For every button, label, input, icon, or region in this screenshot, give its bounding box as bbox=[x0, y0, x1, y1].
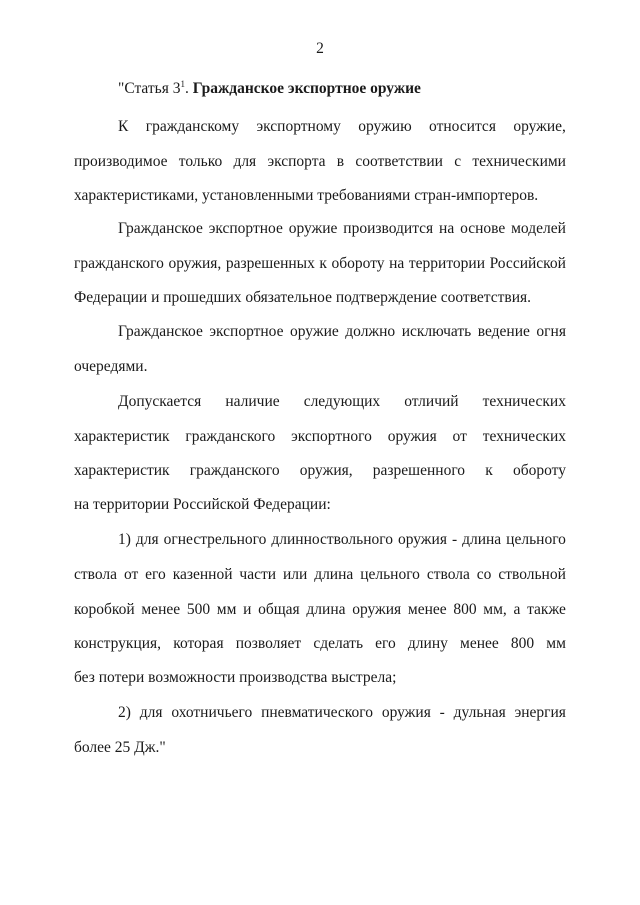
line bbox=[74, 601, 566, 619]
word: оружие bbox=[288, 220, 338, 237]
word: производимое bbox=[74, 153, 168, 170]
word: мм, bbox=[483, 601, 507, 618]
word: гражданского bbox=[185, 428, 276, 445]
word: ствола bbox=[426, 566, 470, 583]
word: на bbox=[439, 220, 455, 237]
word: с bbox=[454, 153, 462, 170]
word: охотничьего bbox=[171, 704, 253, 721]
line: без потери возможности производства выстрела; bbox=[74, 669, 397, 686]
word: обороту bbox=[331, 255, 385, 272]
word: экспорта bbox=[267, 153, 326, 170]
word: позволяет bbox=[235, 635, 302, 652]
word: гражданского bbox=[74, 255, 164, 272]
word: гражданскому bbox=[145, 118, 240, 135]
word: следующих bbox=[303, 393, 381, 410]
word: наличие bbox=[225, 393, 280, 410]
page-number: 2 bbox=[316, 40, 324, 57]
word: характеристик bbox=[74, 462, 170, 479]
article-superscript: 1 bbox=[180, 79, 185, 89]
line bbox=[74, 462, 566, 480]
word: длина bbox=[306, 601, 346, 618]
line bbox=[118, 393, 566, 411]
word: оружие bbox=[290, 323, 339, 340]
word: должно bbox=[345, 323, 396, 340]
word: 800 bbox=[510, 635, 535, 652]
word: территории bbox=[408, 255, 485, 272]
word: части bbox=[239, 566, 277, 583]
word: дульная bbox=[453, 704, 506, 721]
line: более 25 Дж." bbox=[74, 739, 166, 756]
article-prefix: "Статья 3 bbox=[118, 80, 181, 97]
word: для bbox=[135, 531, 159, 548]
word: для bbox=[139, 704, 163, 721]
word: оружия, bbox=[299, 462, 353, 479]
word: технических bbox=[482, 393, 566, 410]
word: к bbox=[319, 255, 327, 272]
word: длинноствольного bbox=[271, 531, 393, 548]
line bbox=[118, 704, 566, 722]
word: или bbox=[282, 566, 308, 583]
word: основе bbox=[460, 220, 506, 237]
word: Гражданское bbox=[118, 220, 203, 237]
word: моделей bbox=[511, 220, 566, 237]
word: оружия bbox=[397, 531, 447, 548]
word: 500 bbox=[186, 601, 211, 618]
word: оружию bbox=[358, 118, 412, 135]
word: цельного bbox=[360, 566, 420, 583]
word: отличий bbox=[404, 393, 459, 410]
word: - bbox=[439, 704, 445, 721]
word: энергия bbox=[514, 704, 566, 721]
word: экспортное bbox=[209, 323, 284, 340]
word: оружия bbox=[381, 704, 431, 721]
word: исключать bbox=[401, 323, 472, 340]
word: Гражданское bbox=[118, 323, 203, 340]
word: технических bbox=[482, 428, 566, 445]
line: на территории Российской Федерации: bbox=[74, 496, 331, 513]
line bbox=[74, 428, 566, 446]
word: экспортному bbox=[256, 118, 341, 135]
word: коробкой bbox=[74, 601, 135, 618]
word: огнестрельного bbox=[163, 531, 267, 548]
word: от bbox=[452, 428, 467, 445]
word: соответствии bbox=[355, 153, 443, 170]
word: менее bbox=[407, 601, 447, 618]
word: длину bbox=[407, 635, 448, 652]
article-title: Гражданское экспортное оружие bbox=[192, 80, 421, 97]
word: которая bbox=[173, 635, 224, 652]
word: К bbox=[118, 118, 129, 135]
word: - bbox=[451, 531, 458, 548]
word: цельного bbox=[506, 531, 566, 548]
line bbox=[118, 220, 566, 238]
word: оружия bbox=[387, 428, 437, 445]
line bbox=[74, 635, 566, 653]
word: пневматического bbox=[261, 704, 374, 721]
word: только bbox=[178, 153, 223, 170]
word: менее bbox=[141, 601, 181, 618]
word: его bbox=[375, 635, 396, 652]
word: обороту bbox=[512, 462, 566, 479]
word: общая bbox=[258, 601, 300, 618]
word: техническими bbox=[472, 153, 566, 170]
word: казенной bbox=[172, 566, 233, 583]
line: Федерации и прошедших обязательное подтверждение соответствия. bbox=[74, 289, 532, 306]
line bbox=[74, 566, 566, 584]
word: также bbox=[527, 601, 566, 618]
word: 800 bbox=[453, 601, 477, 618]
word: менее bbox=[460, 635, 499, 652]
word: в bbox=[336, 153, 345, 170]
word: оружия bbox=[352, 601, 402, 618]
word: экспортное bbox=[208, 220, 283, 237]
word: относится bbox=[429, 118, 496, 135]
word: длина bbox=[314, 566, 354, 583]
word: ведение bbox=[477, 323, 530, 340]
word: Допускается bbox=[118, 393, 202, 410]
word: его bbox=[145, 566, 166, 583]
word: от bbox=[123, 566, 139, 583]
word: огня bbox=[536, 323, 566, 340]
line bbox=[118, 531, 566, 549]
word: оружия, bbox=[168, 255, 222, 272]
word: характеристик bbox=[74, 428, 170, 445]
word: длина bbox=[462, 531, 502, 548]
word: 2) bbox=[118, 704, 131, 721]
word: разрешенного bbox=[372, 462, 466, 479]
line bbox=[74, 255, 566, 273]
line bbox=[74, 153, 566, 171]
word: разрешенных bbox=[225, 255, 315, 272]
word: ствола bbox=[74, 566, 118, 583]
word: экспортного bbox=[291, 428, 372, 445]
article-separator: . bbox=[185, 80, 193, 97]
line bbox=[118, 118, 566, 136]
word: ствольной bbox=[498, 566, 566, 583]
word: а bbox=[513, 601, 521, 618]
word: со bbox=[476, 566, 492, 583]
word: мм bbox=[216, 601, 237, 618]
line: характеристиками, установленными требованиями стран-импортеров. bbox=[74, 187, 539, 204]
word: оружие, bbox=[513, 118, 566, 135]
word: производится bbox=[343, 220, 434, 237]
article-heading bbox=[118, 79, 421, 98]
line: очередями. bbox=[74, 358, 148, 375]
word: 1) bbox=[118, 531, 131, 548]
word: сделать bbox=[313, 635, 364, 652]
word: и bbox=[243, 601, 252, 618]
word: для bbox=[233, 153, 257, 170]
word: гражданского bbox=[189, 462, 280, 479]
line bbox=[118, 323, 566, 341]
word: к bbox=[485, 462, 493, 479]
word: на bbox=[389, 255, 405, 272]
word: Российской bbox=[489, 255, 566, 272]
word: конструкция, bbox=[74, 635, 162, 652]
word: мм bbox=[546, 635, 566, 652]
